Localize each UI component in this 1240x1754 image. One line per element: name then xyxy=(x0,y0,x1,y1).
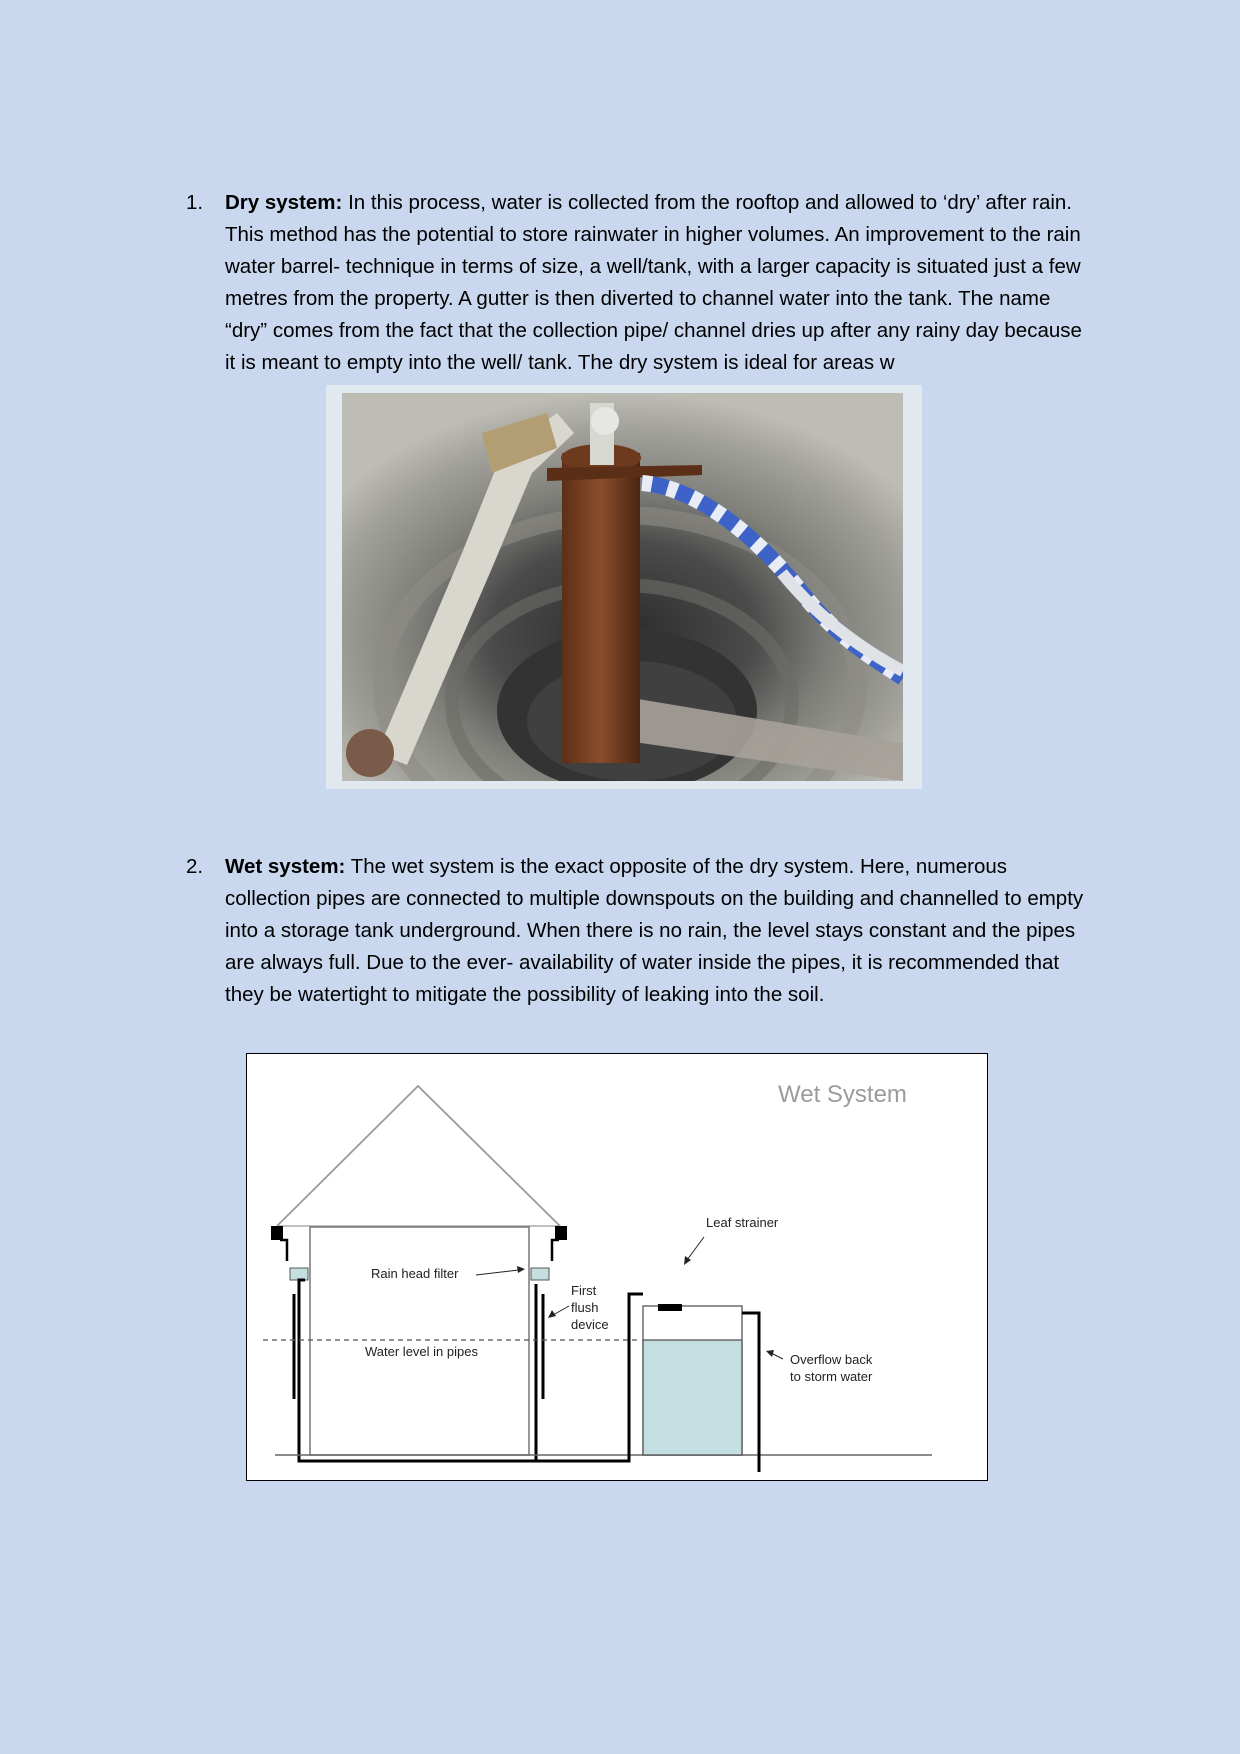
list-number: 2. xyxy=(186,855,204,878)
tank-water xyxy=(643,1340,742,1455)
rain-head-filter-right xyxy=(531,1268,549,1280)
label-overflow-2: to storm water xyxy=(790,1369,873,1384)
label-overflow-1: Overflow back xyxy=(790,1352,873,1367)
wet-system-diagram xyxy=(246,1053,988,1481)
label-leaf-strainer: Leaf strainer xyxy=(706,1215,779,1230)
label-first-flush-3: device xyxy=(571,1317,609,1332)
body-wet-system: The wet system is the exact opposite of the dry system. Here, numerous collection pipes are connected to multiple downspouts on the building and channelled to empty into a storage tank underground. When there is no rain, the level stays constant and the pipes are always full. Due to the ever- availability of water inside the pipes, it is recommended that they be watertight to mitigate the possibility of leaking into the soil. xyxy=(225,855,1084,1006)
well-photo xyxy=(326,385,922,789)
label-first-flush-2: flush xyxy=(571,1300,599,1315)
diagram-title: Wet System xyxy=(778,1081,907,1108)
house-walls xyxy=(310,1227,529,1455)
leaf-strainer xyxy=(658,1304,682,1311)
label-water-level: Water level in pipes xyxy=(365,1344,478,1359)
body-dry-system: In this process, water is collected from the rooftop and allowed to ‘dry’ after rain. This method has the potential to store rainwater in higher volumes. An improvement to the rain water barrel- technique in terms of size, a well/tank, with a larger capacity is situated just a few metres from the property. A gutter is then diverted to channel water into the tank. The name “dry” comes from the fact that the collection pipe/ channel dries up after any rainy day because it is meant to empty into the well/ tank. The dry system is ideal for areas w xyxy=(225,191,1082,374)
gutter-right xyxy=(555,1226,567,1240)
gutter-left xyxy=(271,1226,283,1240)
paragraph-dry-system xyxy=(225,187,1095,379)
well-photo-image xyxy=(342,393,903,781)
list-number: 1. xyxy=(186,191,204,214)
heading-dry-system: Dry system: xyxy=(225,191,343,214)
heading-wet-system: Wet system: xyxy=(225,855,346,878)
wet-system-diagram-svg xyxy=(247,1054,986,1479)
rain-head-filter-left xyxy=(290,1268,308,1280)
paragraph-wet-system xyxy=(225,851,1095,1011)
overflow-pipe xyxy=(742,1313,759,1472)
label-rain-head-filter: Rain head filter xyxy=(371,1266,459,1281)
house-roof xyxy=(277,1086,560,1226)
label-first-flush-1: First xyxy=(571,1283,597,1298)
